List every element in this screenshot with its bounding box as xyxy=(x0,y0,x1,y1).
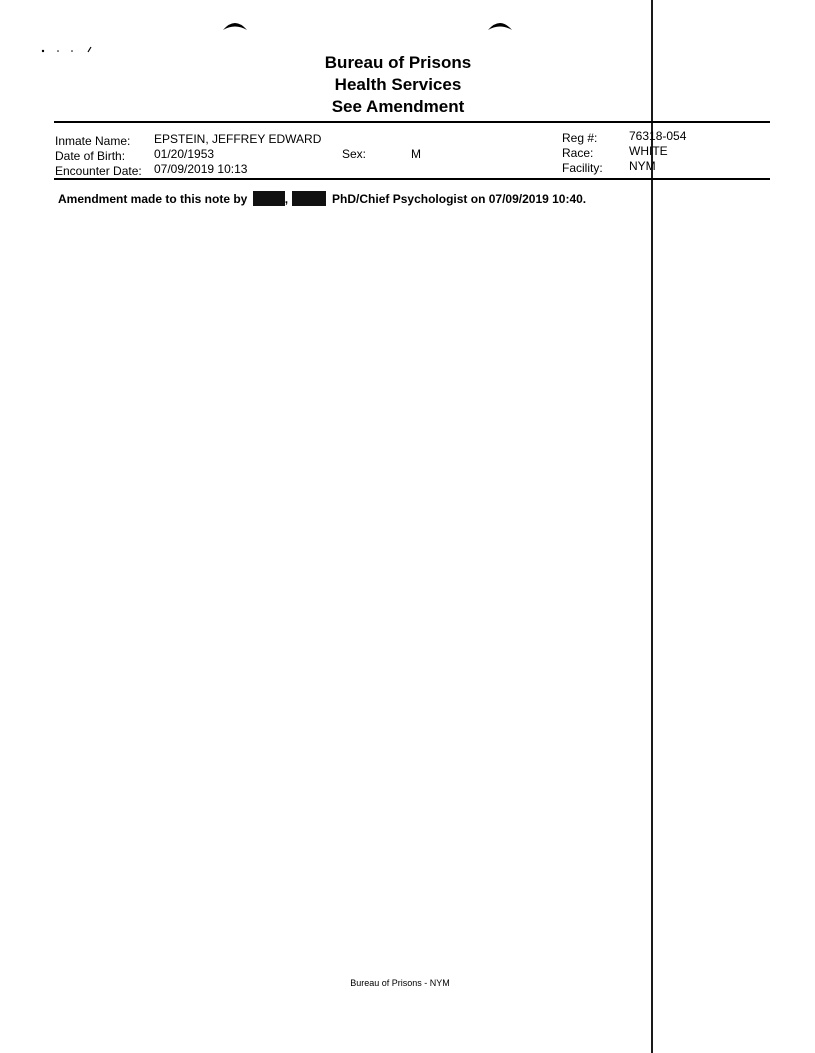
amendment-prefix: Amendment made to this note by xyxy=(58,192,248,206)
punch-hole-mark-right xyxy=(487,18,513,32)
race-value: WHITE xyxy=(629,144,668,158)
redaction-box xyxy=(253,191,285,206)
encounter-date-label: Encounter Date: xyxy=(55,164,142,178)
punch-hole-mark-left xyxy=(222,18,248,32)
inmate-values xyxy=(154,132,321,177)
facility-label: Facility: xyxy=(562,161,603,175)
dob-label: Date of Birth: xyxy=(55,149,126,163)
document-title xyxy=(288,52,508,118)
inmate-name-value: EPSTEIN, JEFFREY EDWARD xyxy=(154,132,322,146)
sex-value: M xyxy=(411,147,421,161)
race-label: Race: xyxy=(562,146,594,160)
amendment-line xyxy=(58,190,586,208)
facility-value: NYM xyxy=(629,159,656,173)
redaction-box xyxy=(292,191,326,206)
header-rule-top xyxy=(54,121,770,123)
scan-specks xyxy=(40,44,100,56)
registration-labels xyxy=(562,131,603,176)
sex-label: Sex: xyxy=(342,147,367,161)
inmate-name-label: Inmate Name: xyxy=(55,134,131,148)
title-agency: Bureau of Prisons xyxy=(324,53,472,72)
inmate-labels xyxy=(55,134,142,179)
reg-number-label: Reg #: xyxy=(562,131,598,145)
encounter-date-value: 07/09/2019 10:13 xyxy=(154,162,248,176)
amendment-separator: , xyxy=(284,192,289,206)
page-footer: Bureau of Prisons - NYM xyxy=(350,978,450,988)
header-rule-bottom xyxy=(54,178,770,180)
reg-number-value: 76318-054 xyxy=(629,129,687,143)
title-note-type: See Amendment xyxy=(331,97,465,116)
amendment-suffix: PhD/Chief Psychologist on 07/09/2019 10:40. xyxy=(332,192,587,206)
dob-value: 01/20/1953 xyxy=(154,147,215,161)
title-department: Health Services xyxy=(334,75,462,94)
registration-values xyxy=(629,129,686,174)
